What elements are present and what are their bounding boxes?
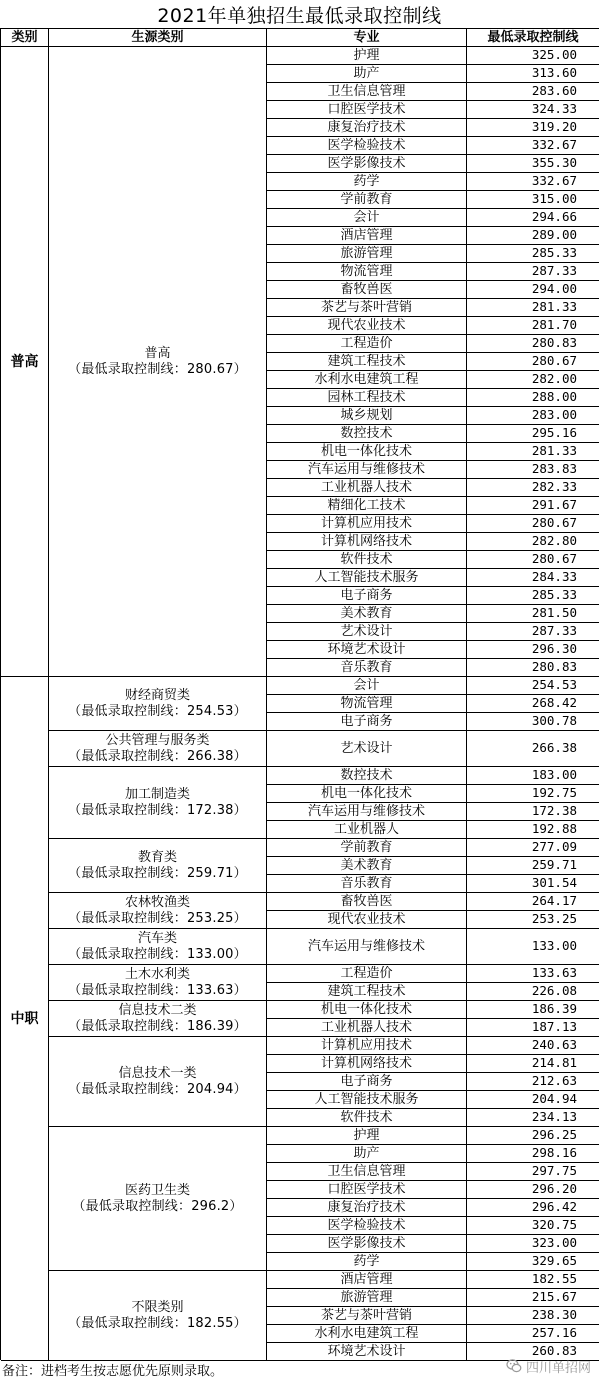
score-cell: 283.83 [467, 461, 599, 479]
major-cell: 电子商务 [267, 713, 467, 731]
major-cell: 计算机网络技术 [267, 1055, 467, 1073]
source-group-cell [49, 1001, 267, 1037]
major-cell: 环境艺术设计 [267, 1343, 467, 1361]
major-cell: 建筑工程技术 [267, 353, 467, 371]
score-cell: 313.60 [467, 65, 599, 83]
score-cell: 280.67 [467, 515, 599, 533]
major-cell: 汽车运用与维修技术 [267, 803, 467, 821]
score-cell: 295.16 [467, 425, 599, 443]
group-name: 公共管理与服务类 [105, 733, 210, 748]
score-cell: 226.08 [467, 983, 599, 1001]
group-min-score: （最低录取控制线：182.55） [68, 1316, 247, 1331]
group-min-score: （最低录取控制线：172.38） [68, 803, 247, 818]
major-cell: 口腔医学技术 [267, 101, 467, 119]
major-cell: 园林工程技术 [267, 389, 467, 407]
source-group-cell [49, 1127, 267, 1271]
major-cell: 汽车运用与维修技术 [267, 929, 467, 965]
major-cell: 卫生信息管理 [267, 83, 467, 101]
major-cell: 美术教育 [267, 857, 467, 875]
score-cell: 294.00 [467, 281, 599, 299]
score-cell: 257.16 [467, 1325, 599, 1343]
table-title: 2021年单独招生最低录取控制线 [157, 4, 442, 27]
header-major: 专业 [267, 29, 467, 47]
major-cell: 机电一体化技术 [267, 1001, 467, 1019]
major-cell: 旅游管理 [267, 1289, 467, 1307]
score-cell: 301.54 [467, 875, 599, 893]
group-min-score: （最低录取控制线：253.25） [68, 911, 247, 926]
major-cell: 茶艺与茶叶营销 [267, 1307, 467, 1325]
major-cell: 畜牧兽医 [267, 893, 467, 911]
major-cell: 工程造价 [267, 335, 467, 353]
major-cell: 药学 [267, 173, 467, 191]
score-cell: 329.65 [467, 1253, 599, 1271]
watermark-text: 四川单招网 [525, 1360, 591, 1376]
score-cell: 259.71 [467, 857, 599, 875]
major-cell: 现代农业技术 [267, 317, 467, 335]
group-name: 普高 [144, 346, 171, 361]
major-cell: 物流管理 [267, 695, 467, 713]
group-name: 信息技术一类 [118, 1066, 197, 1081]
score-cell: 281.70 [467, 317, 599, 335]
group-min-score: （最低录取控制线：133.63） [68, 983, 247, 998]
major-cell: 学前教育 [267, 839, 467, 857]
major-cell: 助产 [267, 65, 467, 83]
score-cell: 187.13 [467, 1019, 599, 1037]
major-cell: 计算机网络技术 [267, 533, 467, 551]
score-cell: 320.75 [467, 1217, 599, 1235]
major-cell: 电子商务 [267, 587, 467, 605]
major-cell: 酒店管理 [267, 227, 467, 245]
source-group-cell [49, 767, 267, 839]
score-cell: 300.78 [467, 713, 599, 731]
score-cell: 296.25 [467, 1127, 599, 1145]
source-group-cell [49, 1271, 267, 1361]
admission-score-table [0, 28, 599, 1360]
score-cell: 297.75 [467, 1163, 599, 1181]
source-group-cell [49, 47, 267, 677]
score-cell: 298.16 [467, 1145, 599, 1163]
major-cell: 城乡规划 [267, 407, 467, 425]
score-cell: 192.75 [467, 785, 599, 803]
major-cell: 康复治疗技术 [267, 1199, 467, 1217]
score-cell: 287.33 [467, 263, 599, 281]
major-cell: 康复治疗技术 [267, 119, 467, 137]
major-cell: 水利水电建筑工程 [267, 371, 467, 389]
score-cell: 332.67 [467, 173, 599, 191]
score-cell: 215.67 [467, 1289, 599, 1307]
score-cell: 133.63 [467, 965, 599, 983]
score-cell: 254.53 [467, 677, 599, 695]
score-cell: 183.00 [467, 767, 599, 785]
major-cell: 医学影像技术 [267, 155, 467, 173]
major-cell: 卫生信息管理 [267, 1163, 467, 1181]
source-group-cell [49, 929, 267, 965]
score-cell: 280.83 [467, 659, 599, 677]
score-cell: 281.33 [467, 299, 599, 317]
source-group-cell [49, 965, 267, 1001]
score-cell: 280.67 [467, 353, 599, 371]
score-cell: 182.55 [467, 1271, 599, 1289]
major-cell: 软件技术 [267, 551, 467, 569]
score-cell: 282.00 [467, 371, 599, 389]
major-cell: 精细化工技术 [267, 497, 467, 515]
score-cell: 281.33 [467, 443, 599, 461]
score-cell: 291.67 [467, 497, 599, 515]
score-cell: 288.00 [467, 389, 599, 407]
score-cell: 315.00 [467, 191, 599, 209]
major-cell: 医学影像技术 [267, 1235, 467, 1253]
group-min-score: （最低录取控制线：259.71） [68, 866, 247, 881]
score-cell: 240.63 [467, 1037, 599, 1055]
major-cell: 酒店管理 [267, 1271, 467, 1289]
header-source: 生源类别 [49, 29, 267, 47]
score-cell: 319.20 [467, 119, 599, 137]
group-name: 农林牧渔类 [124, 895, 190, 910]
major-cell: 音乐教育 [267, 875, 467, 893]
major-cell: 音乐教育 [267, 659, 467, 677]
watermark [506, 1356, 591, 1376]
footnote: 备注：进档考生按志愿优先原则录取。 [2, 1364, 224, 1379]
major-cell: 建筑工程技术 [267, 983, 467, 1001]
major-cell: 汽车运用与维修技术 [267, 461, 467, 479]
source-group-cell [49, 677, 267, 731]
score-cell: 260.83 [467, 1343, 599, 1361]
major-cell: 会计 [267, 677, 467, 695]
major-cell: 人工智能技术服务 [267, 1091, 467, 1109]
group-name: 信息技术二类 [118, 1003, 197, 1018]
major-cell: 机电一体化技术 [267, 785, 467, 803]
score-cell: 186.39 [467, 1001, 599, 1019]
score-cell: 283.00 [467, 407, 599, 425]
score-cell: 133.00 [467, 929, 599, 965]
group-name: 不限类别 [131, 1300, 184, 1315]
score-cell: 268.42 [467, 695, 599, 713]
group-name: 加工制造类 [124, 787, 190, 802]
major-cell: 学前教育 [267, 191, 467, 209]
header-category: 类别 [1, 29, 49, 47]
score-cell: 266.38 [467, 731, 599, 767]
score-cell: 281.50 [467, 605, 599, 623]
major-cell: 机电一体化技术 [267, 443, 467, 461]
score-cell: 283.60 [467, 83, 599, 101]
source-group-cell [49, 893, 267, 929]
score-cell: 282.80 [467, 533, 599, 551]
score-cell: 280.83 [467, 335, 599, 353]
major-cell: 数控技术 [267, 425, 467, 443]
major-cell: 工业机器人 [267, 821, 467, 839]
score-cell: 332.67 [467, 137, 599, 155]
score-cell: 355.30 [467, 155, 599, 173]
score-cell: 282.33 [467, 479, 599, 497]
major-cell: 人工智能技术服务 [267, 569, 467, 587]
score-cell: 289.00 [467, 227, 599, 245]
score-cell: 285.33 [467, 587, 599, 605]
score-cell: 172.38 [467, 803, 599, 821]
score-cell: 212.63 [467, 1073, 599, 1091]
score-cell: 287.33 [467, 623, 599, 641]
score-cell: 214.81 [467, 1055, 599, 1073]
group-min-score: （最低录取控制线：296.2） [72, 1199, 243, 1214]
major-cell: 旅游管理 [267, 245, 467, 263]
group-min-score: （最低录取控制线：204.94） [68, 1082, 247, 1097]
major-cell: 艺术设计 [267, 731, 467, 767]
source-group-cell [49, 1037, 267, 1127]
score-cell: 277.09 [467, 839, 599, 857]
score-cell: 294.66 [467, 209, 599, 227]
group-min-score: （最低录取控制线：280.67） [68, 362, 247, 377]
score-cell: 204.94 [467, 1091, 599, 1109]
major-cell: 会计 [267, 209, 467, 227]
major-cell: 现代农业技术 [267, 911, 467, 929]
score-cell: 234.13 [467, 1109, 599, 1127]
major-cell: 药学 [267, 1253, 467, 1271]
group-min-score: （最低录取控制线：266.38） [68, 749, 247, 764]
major-cell: 物流管理 [267, 263, 467, 281]
major-cell: 艺术设计 [267, 623, 467, 641]
major-cell: 计算机应用技术 [267, 515, 467, 533]
score-cell: 285.33 [467, 245, 599, 263]
group-min-score: （最低录取控制线：133.00） [68, 947, 247, 962]
category-cell: 中职 [1, 677, 49, 1361]
major-cell: 计算机应用技术 [267, 1037, 467, 1055]
score-cell: 238.30 [467, 1307, 599, 1325]
major-cell: 护理 [267, 47, 467, 65]
category-cell: 普高 [1, 47, 49, 677]
major-cell: 美术教育 [267, 605, 467, 623]
group-name: 土木水利类 [124, 967, 190, 982]
major-cell: 软件技术 [267, 1109, 467, 1127]
group-name: 财经商贸类 [124, 688, 190, 703]
group-min-score: （最低录取控制线：186.39） [68, 1019, 247, 1034]
major-cell: 水利水电建筑工程 [267, 1325, 467, 1343]
score-cell: 296.42 [467, 1199, 599, 1217]
score-cell: 253.25 [467, 911, 599, 929]
score-cell: 280.67 [467, 551, 599, 569]
major-cell: 电子商务 [267, 1073, 467, 1091]
group-name: 教育类 [137, 850, 177, 865]
major-cell: 助产 [267, 1145, 467, 1163]
major-cell: 畜牧兽医 [267, 281, 467, 299]
major-cell: 工程造价 [267, 965, 467, 983]
group-name: 医药卫生类 [124, 1183, 190, 1198]
major-cell: 医学检验技术 [267, 137, 467, 155]
group-min-score: （最低录取控制线：254.53） [68, 704, 247, 719]
major-cell: 数控技术 [267, 767, 467, 785]
score-cell: 296.30 [467, 641, 599, 659]
source-group-cell [49, 731, 267, 767]
major-cell: 环境艺术设计 [267, 641, 467, 659]
score-cell: 323.00 [467, 1235, 599, 1253]
group-name: 汽车类 [137, 931, 177, 946]
source-group-cell [49, 839, 267, 893]
score-cell: 324.33 [467, 101, 599, 119]
major-cell: 医学检验技术 [267, 1217, 467, 1235]
wechat-icon [506, 1358, 522, 1374]
major-cell: 护理 [267, 1127, 467, 1145]
score-cell: 325.00 [467, 47, 599, 65]
major-cell: 口腔医学技术 [267, 1181, 467, 1199]
score-cell: 296.20 [467, 1181, 599, 1199]
major-cell: 茶艺与茶叶营销 [267, 299, 467, 317]
major-cell: 工业机器人技术 [267, 479, 467, 497]
score-cell: 284.33 [467, 569, 599, 587]
score-cell: 192.88 [467, 821, 599, 839]
header-score: 最低录取控制线 [467, 29, 599, 47]
score-cell: 264.17 [467, 893, 599, 911]
major-cell: 工业机器人技术 [267, 1019, 467, 1037]
